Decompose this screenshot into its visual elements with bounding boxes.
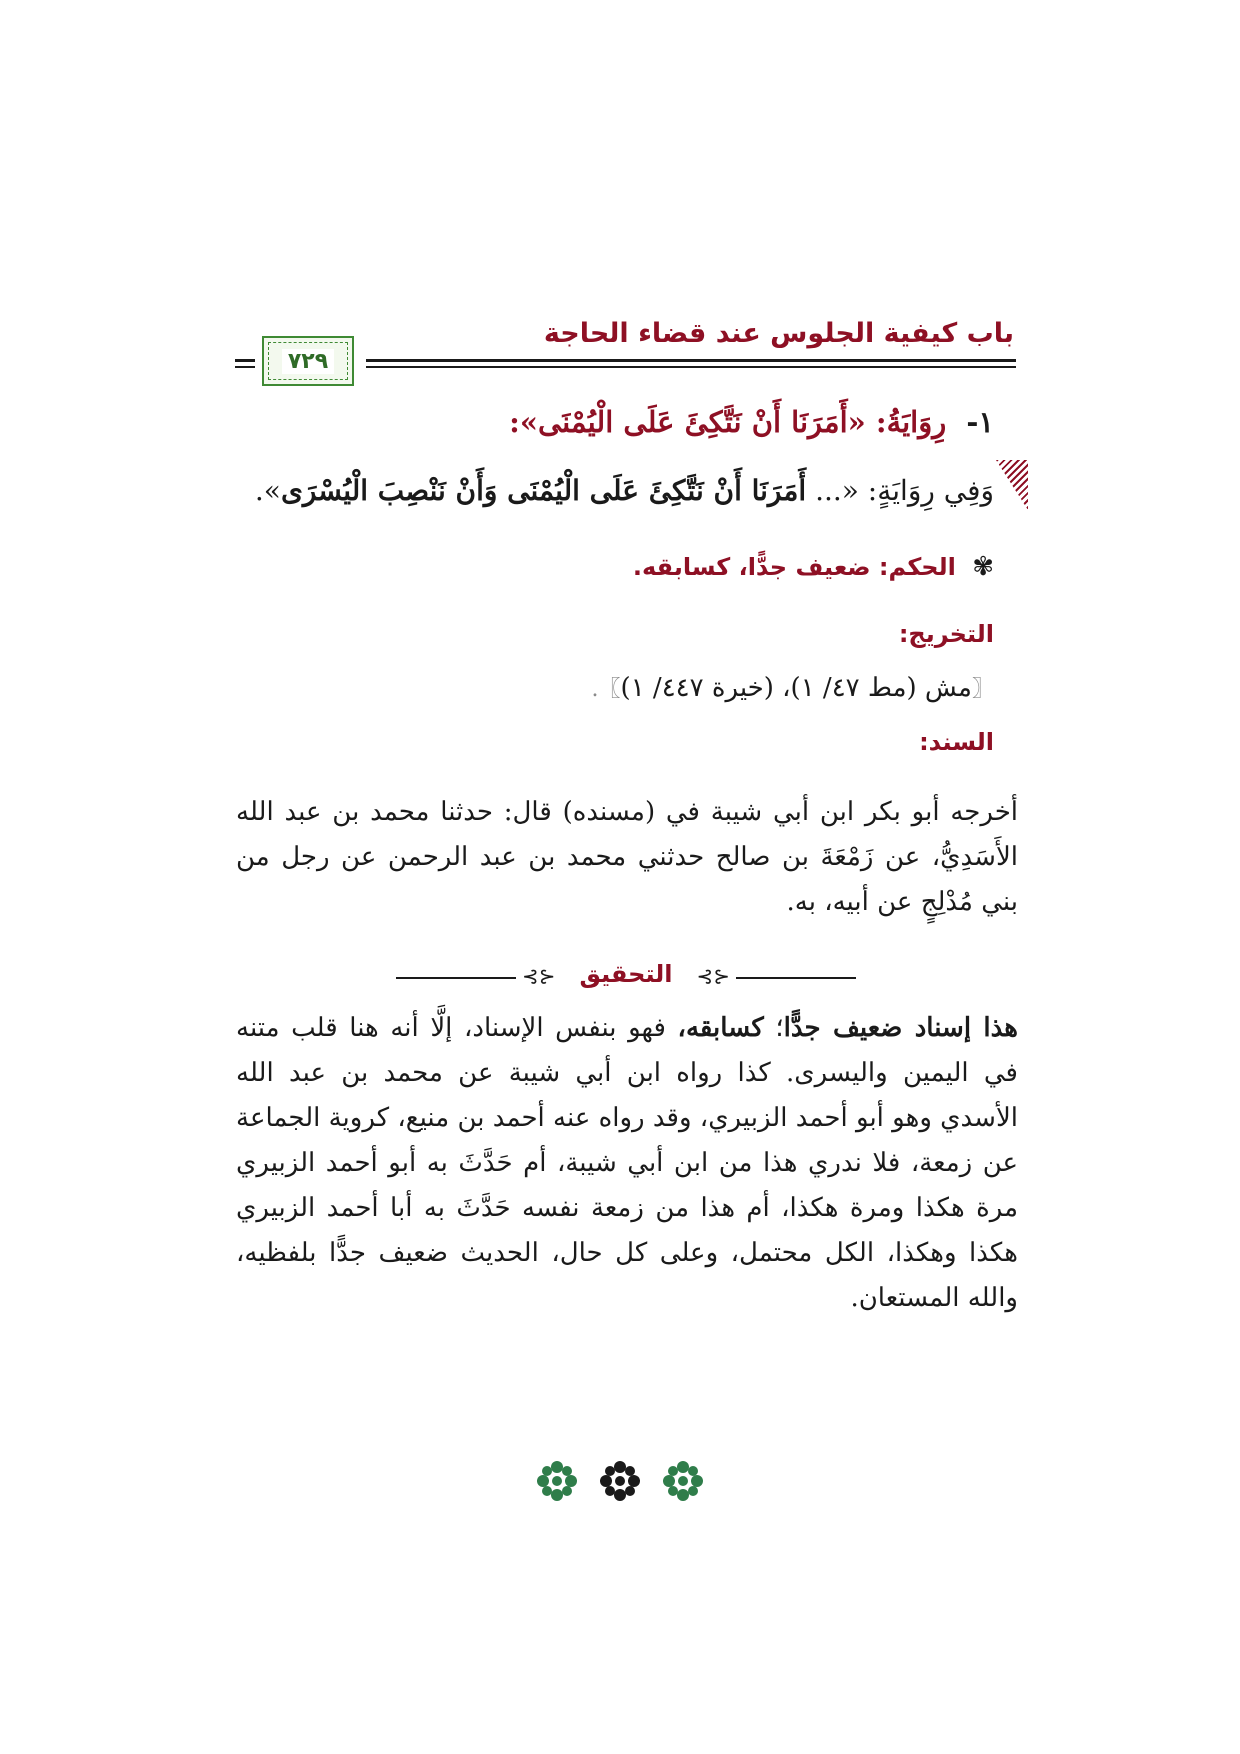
variant-suffix: ». [254, 474, 281, 507]
close-bracket: 〗. [591, 677, 621, 702]
corner-ornament-icon [996, 460, 1028, 510]
rosette-icon [661, 1459, 705, 1503]
open-bracket: 〖 [971, 677, 994, 702]
tahqiq-paragraph [236, 1006, 1018, 1321]
variant-prefix: وَفِي رِوَايَةٍ: «... [815, 474, 994, 507]
hukm-line [633, 552, 994, 582]
tahqiq-heading: التحقيق [579, 960, 673, 988]
rosette-icon [598, 1459, 642, 1503]
tahqiq-bold-1: هذا إسناد ضعيف جدًّا [783, 1013, 1019, 1043]
scroll-ornament-icon: ⊰⊱ [696, 964, 730, 988]
header-rule [366, 359, 1016, 362]
variant-quote: أَمَرَنَا أَنْ نَتَّكِئَ عَلَى الْيُمْنَى وَأَنْ نَنْصِبَ الْيُسْرَى [280, 474, 807, 507]
end-ornament [535, 1456, 705, 1506]
hukm-label: الحكم: [878, 553, 956, 581]
tahqiq-sep: ؛ [763, 1013, 784, 1043]
chapter-title: باب كيفية الجلوس عند قضاء الحاجة [543, 318, 1014, 349]
header-rule [235, 366, 255, 368]
variant-line [255, 474, 994, 507]
takhrij-heading: التخريج: [898, 620, 994, 648]
tahqiq-divider [396, 958, 856, 998]
sanad-heading: السند: [919, 728, 994, 756]
takhrij-line [592, 672, 994, 703]
riwaya-title: رِوَايَةُ: «أَمَرَنَا أَنْ نَتَّكِئَ عَلَى الْيُمْنَى»: [509, 405, 947, 439]
tahqiq-bold-2: كسابقه، [677, 1013, 764, 1043]
riwaya-number: ١- [966, 405, 994, 439]
hukm-value: ضعيف جدًّا، كسابقه. [632, 553, 871, 581]
page-number-badge [262, 336, 354, 386]
rosette-icon [535, 1459, 579, 1503]
scroll-ornament-icon: ⊰⊱ [522, 964, 556, 988]
header-rule [235, 359, 255, 362]
page-number: ٧٢٩ [282, 349, 334, 374]
tahqiq-body: فهو بنفس الإسناد، إلَّا أنه هنا قلب متنه في اليمين واليسرى. كذا رواه ابن أبي شيبة عن محمد بن عبد الله الأسدي وهو أبو أحمد الزبيري، وقد رواه عنه أحمد بن منيع، كروية الجماعة عن زمعة، فلا ندري هذا من ابن أبي شيبة، أم حَدَّثَ به أبو أحمد الزبيري مرة هكذا ومرة هكذا، أم هذا من زمعة نفسه حَدَّثَ به أبا أحمد الزبيري هكذا وهكذا، الكل محتمل، وعلى كل حال، الحديث ضعيف جدًّا بلفظيه، والله المستعان. [236, 1013, 1018, 1313]
flower-icon: ✾ [972, 552, 994, 582]
riwaya-heading [509, 405, 994, 439]
header-rule [366, 366, 1016, 368]
sanad-paragraph: أخرجه أبو بكر ابن أبي شيبة في (مسنده) قال: حدثنا محمد بن عبد الله الأَسَدِيُّ، عن زَمْعَةَ بن صالح حدثني محمد بن عبد الرحمن عن رجل من بني مُدْلِجٍ عن أبيه، به. [236, 797, 1018, 917]
takhrij-text: مش (مط ٤٧/ ١)، (خيرة ٤٤٧/ ١) [620, 673, 972, 703]
